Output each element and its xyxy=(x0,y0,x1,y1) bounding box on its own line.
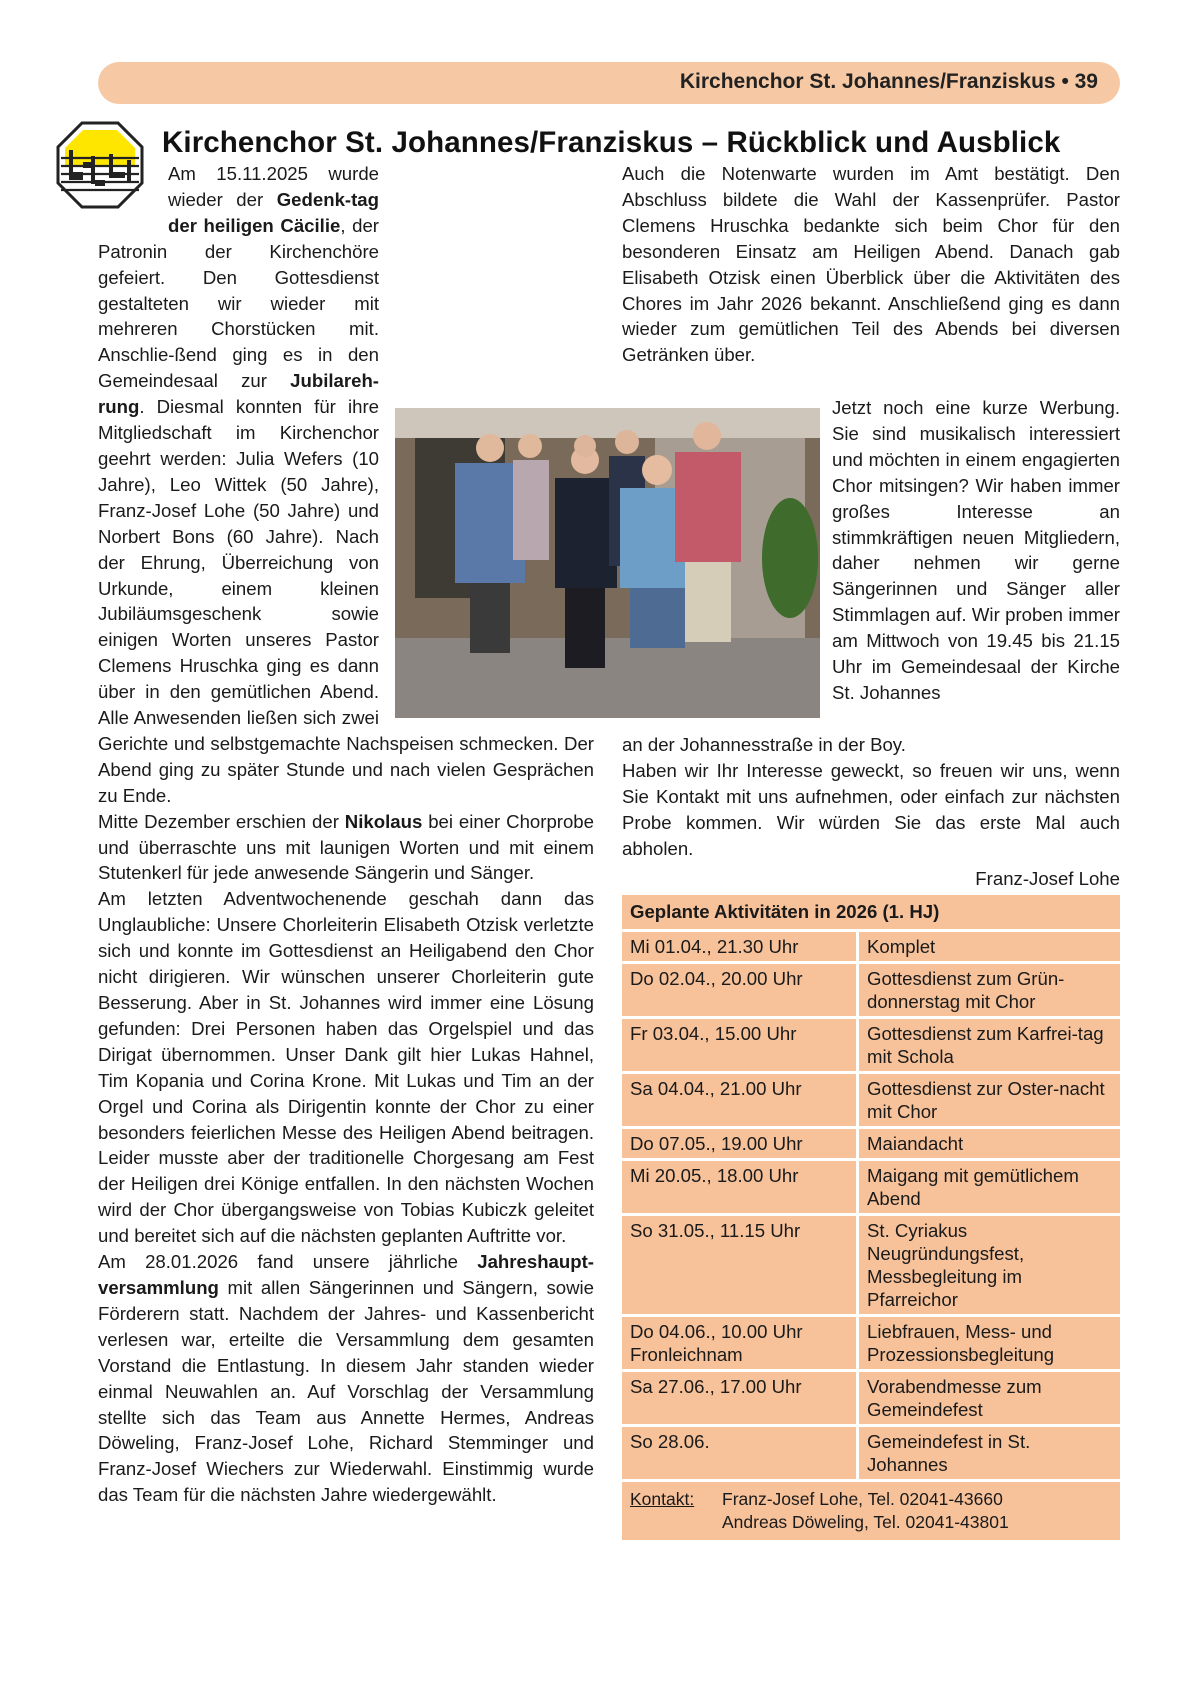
activity-date: Fr 03.04., 15.00 Uhr xyxy=(622,1019,859,1071)
contact-details xyxy=(722,1488,1009,1534)
contact-line: Franz-Josef Lohe, Tel. 02041-43660 xyxy=(722,1489,1003,1509)
activity-desc: Maigang mit gemütlichem Abend xyxy=(867,1165,1079,1209)
table-row xyxy=(622,964,1120,1019)
contact-block xyxy=(622,1482,1120,1540)
activity-desc: Gottesdienst zum Karfrei-tag mit Schola xyxy=(867,1023,1104,1067)
activity-desc: St. Cyriakus Neugründungsfest, Messbegleitung im Pfarreichor xyxy=(867,1220,1025,1310)
page-header-title: Kirchenchor St. Johannes/Franziskus • 39 xyxy=(679,70,1098,93)
activity-desc: Gottesdienst zur Oster-nacht mit Chor xyxy=(867,1078,1105,1122)
jhv-paragraph: Am 28.01.2026 fand unsere jährliche Jahreshaupt-versammlung mit allen Sängerinnen und Sängern, sowie Förderern statt. Nachdem der Jahres- und Kassenbericht verlesen war, erteilte die Versammlung dem gesamten Vorstand die Entlastung. In diesem Jahr standen wieder einmal Neuwahlen an. Auf Vorschlag der Versammlung stellte sich das Team aus Annette Hermes, Andreas Döweling, Franz-Josef Lohe, Richard Stemminger und Franz-Josef Wiechers zur Wiederwahl. Einstimmig wurde das Team für die nächsten Jahre wiedergewählt. xyxy=(98,1251,594,1506)
table-row xyxy=(622,1317,1120,1372)
activity-desc: Vorabendmesse zum Gemeindefest xyxy=(867,1376,1042,1420)
table-row xyxy=(622,1019,1120,1074)
activity-desc: Gemeindefest in St. Johannes xyxy=(867,1431,1031,1475)
table-row xyxy=(622,1074,1120,1129)
advent-paragraph: Am letzten Adventwochenende geschah dann das Unglaubliche: Unsere Chorleiterin Elisabeth Otzisk verletzte sich und konnte im Gottesdienst an Heiligabend den Chor nicht dirigieren. Wir wünschen unserer Chorleiterin gute Besserung. Aber in St. Johannes wird immer eine Lösung gefunden: Drei Personen haben das Orgelspiel und das Dirigat übernommen. Unser Dank gilt hier Lukas Hahnel, Tim Kopania und Corina Krone. Mit Lukas und Tim an der Orgel und Corina als Dirigentin konnte der Chor zu einer besonders feierlichen Messe des Heiligen Abend beitragen. Leider musste aber der traditionelle Chorgesang am Fest der Heiligen drei Könige entfallen. In den nächsten Wochen wird der Chor übergangsweise von Tobias Kubiczk geleitet und bereitet sich auf die nächsten geplanten Auftritte vor. xyxy=(98,888,594,1247)
intro-paragraph: Am 15.11.2025 wurde wieder der Gedenk-tag der heiligen Cäcilie, der Patronin der Kirchenchöre gefeiert. Den Gottesdienst gestalteten wir wieder mit mehreren Chorstücken mit. Anschlie-ßend ging es in den Gemeindesaal zur Jubilareh-rung. Diesmal konnten für ihre Mitgliedschaft im Kirchenchor geehrt werden: Julia Wefers (10 Jahre), Leo Wittek (50 Jahre), Franz-Josef Lohe (50 Jahre) und Norbert Bons (60 Jahre). Nach der Ehrung, Überreichung von Urkunde, einem kleinen Jubiläumsgeschenk sowie einigen Worten unseres Pastor Clemens Hruschka ging es dann über in den gemütlichen Abend. Alle Anwesenden ließen sich zwei Gerichte und selbstgemachte Nachspeisen schmecken. Der Abend ging zu später Stunde und nach vielen Gesprächen zu Ende. xyxy=(98,163,594,806)
werbung-continuation: an der Johannesstraße in der Boy. xyxy=(622,734,906,755)
activity-desc: Gottesdienst zum Grün-donnerstag mit Chor xyxy=(867,968,1065,1012)
table-row xyxy=(622,1427,1120,1482)
contact-label: Kontakt: xyxy=(630,1489,695,1509)
activity-date: Sa 04.04., 21.00 Uhr xyxy=(622,1074,859,1126)
activity-date: So 28.06. xyxy=(622,1427,859,1479)
activities-title: Geplante Aktivitäten in 2026 (1. HJ) xyxy=(622,895,1120,932)
nikolaus-paragraph: Mitte Dezember erschien der Nikolaus bei einer Chorprobe und überraschte uns mit launigen Worten und mit einem Stutenkerl für jede anwesende Sängerin und Sänger. xyxy=(98,810,594,884)
activity-date: Do 04.06., 10.00 Uhr Fronleichnam xyxy=(622,1317,859,1369)
activity-date: Do 07.05., 19.00 Uhr xyxy=(622,1129,859,1158)
table-row xyxy=(622,1129,1120,1161)
table-row xyxy=(622,1216,1120,1317)
choir-group-photo xyxy=(395,408,820,718)
werbung-paragraph: Jetzt noch eine kurze Werbung. Sie sind musikalisch interessiert und möchten in einem engagierten Chor mitsingen? Wir haben immer großes Interesse an stimmkräftigen neuen Mitgliedern, daher nehmen wir gerne Sängerinnen und Sänger aller Stimmlagen auf. Wir proben immer am Mittwoch von 19.45 bis 21.15 Uhr im Gemeindesaal der Kirche St. Johannes xyxy=(832,397,1120,703)
activity-desc: Liebfrauen, Mess- und Prozessionsbegleitung xyxy=(867,1321,1055,1365)
activity-date: Sa 27.06., 17.00 Uhr xyxy=(622,1372,859,1424)
contact-line: Andreas Döweling, Tel. 02041-43801 xyxy=(722,1512,1009,1532)
activities-table xyxy=(622,895,1120,1540)
activity-date: Do 02.04., 20.00 Uhr xyxy=(622,964,859,1016)
right-column-top: Auch die Notenwarte wurden im Amt bestätigt. Den Abschluss bildete die Wahl der Kassenprüfer. Pastor Clemens Hruschka bedankte sich beim Chor für den besonderen Einsatz am Heiligen Abend. Danach gab Elisabeth Otzisk einen Überblick über die Aktivitäten des Chores im Jahr 2026 bekannt. Anschließend ging es dann wieder zum gemütlichen Teil des Abends bei diversen Getränken über. xyxy=(622,163,1120,366)
article-headline: Kirchenchor St. Johannes/Franziskus – Rückblick und Ausblick xyxy=(162,126,1061,159)
table-row xyxy=(622,932,1120,964)
left-column-intro xyxy=(98,161,594,1508)
activity-date: Mi 20.05., 18.00 Uhr xyxy=(622,1161,859,1213)
interesse-paragraph: Haben wir Ihr Interesse geweckt, so freuen wir uns, wenn Sie Kontakt mit uns aufnehmen, oder einfach zur nächsten Probe kommen. Wir würden Sie das erste Mal auch abholen. xyxy=(622,760,1120,859)
activity-desc: Maiandacht xyxy=(867,1133,964,1154)
activity-date: Mi 01.04., 21.30 Uhr xyxy=(622,932,859,961)
activity-desc: Komplet xyxy=(867,936,936,957)
table-row xyxy=(622,1161,1120,1216)
activity-date: So 31.05., 11.15 Uhr xyxy=(622,1216,859,1314)
header-band xyxy=(98,62,1120,104)
table-row xyxy=(622,1372,1120,1427)
author-signature: Franz-Josef Lohe xyxy=(975,868,1120,889)
